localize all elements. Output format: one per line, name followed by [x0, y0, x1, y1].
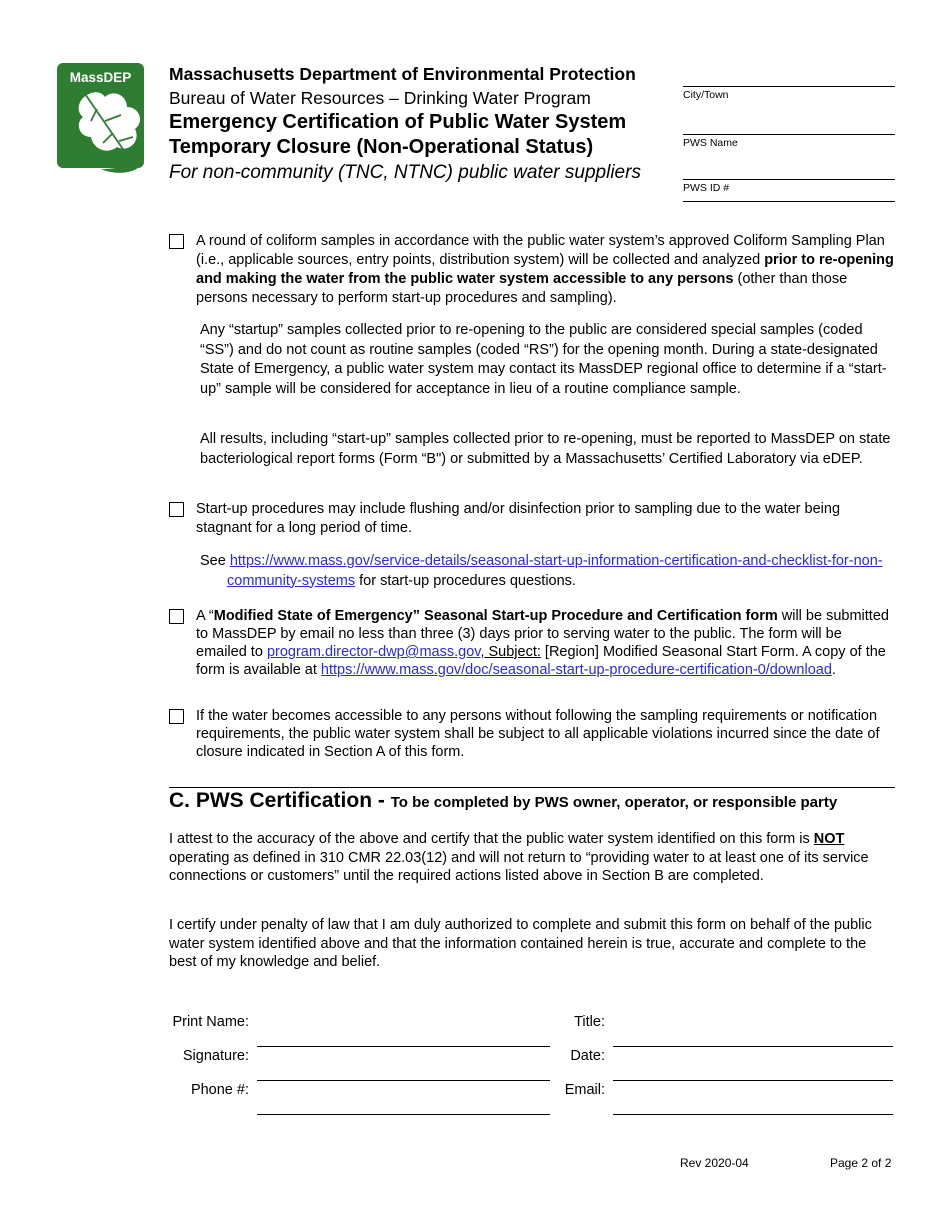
signature-label: Signature:	[182, 1048, 249, 1064]
modified-form-checkbox[interactable]	[169, 609, 184, 624]
program-director-email-link[interactable]: program.director-dwp@mass.gov	[266, 644, 481, 660]
form-subtitle: For non-community (TNC, NTNC) public water suppliers	[169, 162, 641, 183]
massdep-logo	[57, 63, 144, 176]
date-label: Date:	[570, 1048, 605, 1064]
logo-text: MassDEP	[69, 70, 132, 85]
coliform-sampling-item	[169, 232, 895, 308]
startup-samples-note: Any “startup” samples collected prior to re-opening to the public are considered special samples (coded “SS”) and do not count as routine samples (coded “RS”) for the opening month. During a state-designated State of Emergency, a public water system may contact its MassDEP regional office to determine if a “start-up” sample will be considered for acceptance in lieu of a routine compliance sample.	[200, 322, 887, 397]
email-label: Email:	[564, 1082, 605, 1098]
attestation-paragraph: I attest to the accuracy of the above and certify that the public water system identified on this form is NOT operating as defined in 310 CMR 22.03(12) and will not return to “providing water to at least one of its service connections or customers” until the required actions listed above in Section B are completed.	[169, 831, 869, 884]
org-name: Massachusetts Department of Environmental Protection	[169, 64, 636, 84]
title-label: Title:	[574, 1014, 605, 1030]
title-input-line[interactable]	[613, 1046, 893, 1047]
modified-form-text: A “Modified State of Emergency” Seasonal Start-up Procedure and Certification form will be submitted to MassDEP by email no less than three (3) days prior to serving water to the public. The form will be emailed to program.director-dwp@mass.gov, Subject: [Region] Modified Seasonal Start Form. A copy of the form is available at https://www.mass.gov/doc/seasonal-start-up-procedure-certification-0/download.	[196, 608, 889, 678]
violations-item	[169, 707, 895, 761]
coliform-sampling-checkbox[interactable]	[169, 234, 184, 249]
section-c-subtitle: To be completed by PWS owner, operator, or responsible party	[390, 794, 838, 811]
form-title-line2: Temporary Closure (Non-Operational Status)	[169, 136, 594, 158]
phone-label: Phone #:	[190, 1082, 249, 1098]
revision-number: Rev 2020-04	[680, 1156, 749, 1170]
violations-text: If the water becomes accessible to any persons without following the sampling requirements or notification requirements, the public water system shall be subject to all applicable violations incurred since the date of closure indicated in Section A of this form.	[196, 708, 880, 760]
startup-procedures-checkbox[interactable]	[169, 502, 184, 517]
section-c-heading	[169, 789, 837, 813]
print-name-label: Print Name:	[172, 1014, 249, 1030]
signature-input-line[interactable]	[257, 1080, 550, 1081]
pws-id-label: PWS ID #	[683, 182, 730, 194]
form-title-line1: Emergency Certification of Public Water System	[169, 111, 627, 133]
section-c-divider	[169, 787, 895, 788]
modified-form-item	[169, 607, 895, 679]
results-reporting-note: All results, including “start-up” samples collected prior to re-opening, must be reported to MassDEP on state bacteriological report forms (Form “B") or submitted by a Massachusetts’ Certified Laboratory via eDEP.	[200, 431, 891, 467]
page-number: Page 2 of 2	[830, 1156, 892, 1170]
pws-id-field[interactable]	[683, 179, 895, 202]
bureau-name: Bureau of Water Resources – Drinking Water Program	[169, 88, 591, 108]
oak-leaf-logo-graphic	[57, 63, 144, 176]
print-name-input-line[interactable]	[257, 1046, 550, 1047]
date-input-line[interactable]	[613, 1080, 893, 1081]
startup-info-link[interactable]: https://www.mass.gov/service-details/seasonal-start-up-information-certification-and-checklist-for-non-community-systems	[227, 553, 883, 589]
pws-name-label: PWS Name	[683, 137, 738, 149]
city-town-label: City/Town	[683, 89, 729, 101]
seasonal-form-download-link[interactable]: https://www.mass.gov/doc/seasonal-start-up-procedure-certification-0/download	[320, 662, 832, 678]
startup-info-link-note: See https://www.mass.gov/service-details/seasonal-start-up-information-certification-and-checklist-for-non-community-systems for start-up procedures questions.	[200, 553, 883, 589]
violations-checkbox[interactable]	[169, 709, 184, 724]
form-header	[169, 63, 679, 185]
city-town-field[interactable]	[683, 86, 895, 102]
penalty-certification-paragraph: I certify under penalty of law that I am duly authorized to complete and submit this form on behalf of the public water system identified above and that the information contained herein is true, accurate and complete to the best of my knowledge and belief.	[169, 917, 872, 970]
coliform-sampling-text: A round of coliform samples in accordance with the public water system’s approved Coliform Sampling Plan (i.e., applicable sources, entry points, distribution system) will be collected and analyzed prior to re-opening and making the water from the public water system accessible to any persons (other than those persons necessary to perform start-up procedures and sampling).	[196, 233, 894, 306]
section-c-title: C. PWS Certification -	[169, 789, 391, 812]
pws-name-field[interactable]	[683, 134, 895, 150]
phone-input-line[interactable]	[257, 1114, 550, 1115]
startup-procedures-text: Start-up procedures may include flushing and/or disinfection prior to sampling due to the water being stagnant for a long period of time.	[196, 501, 841, 536]
email-input-line[interactable]	[613, 1114, 893, 1115]
startup-procedures-item	[169, 500, 895, 538]
